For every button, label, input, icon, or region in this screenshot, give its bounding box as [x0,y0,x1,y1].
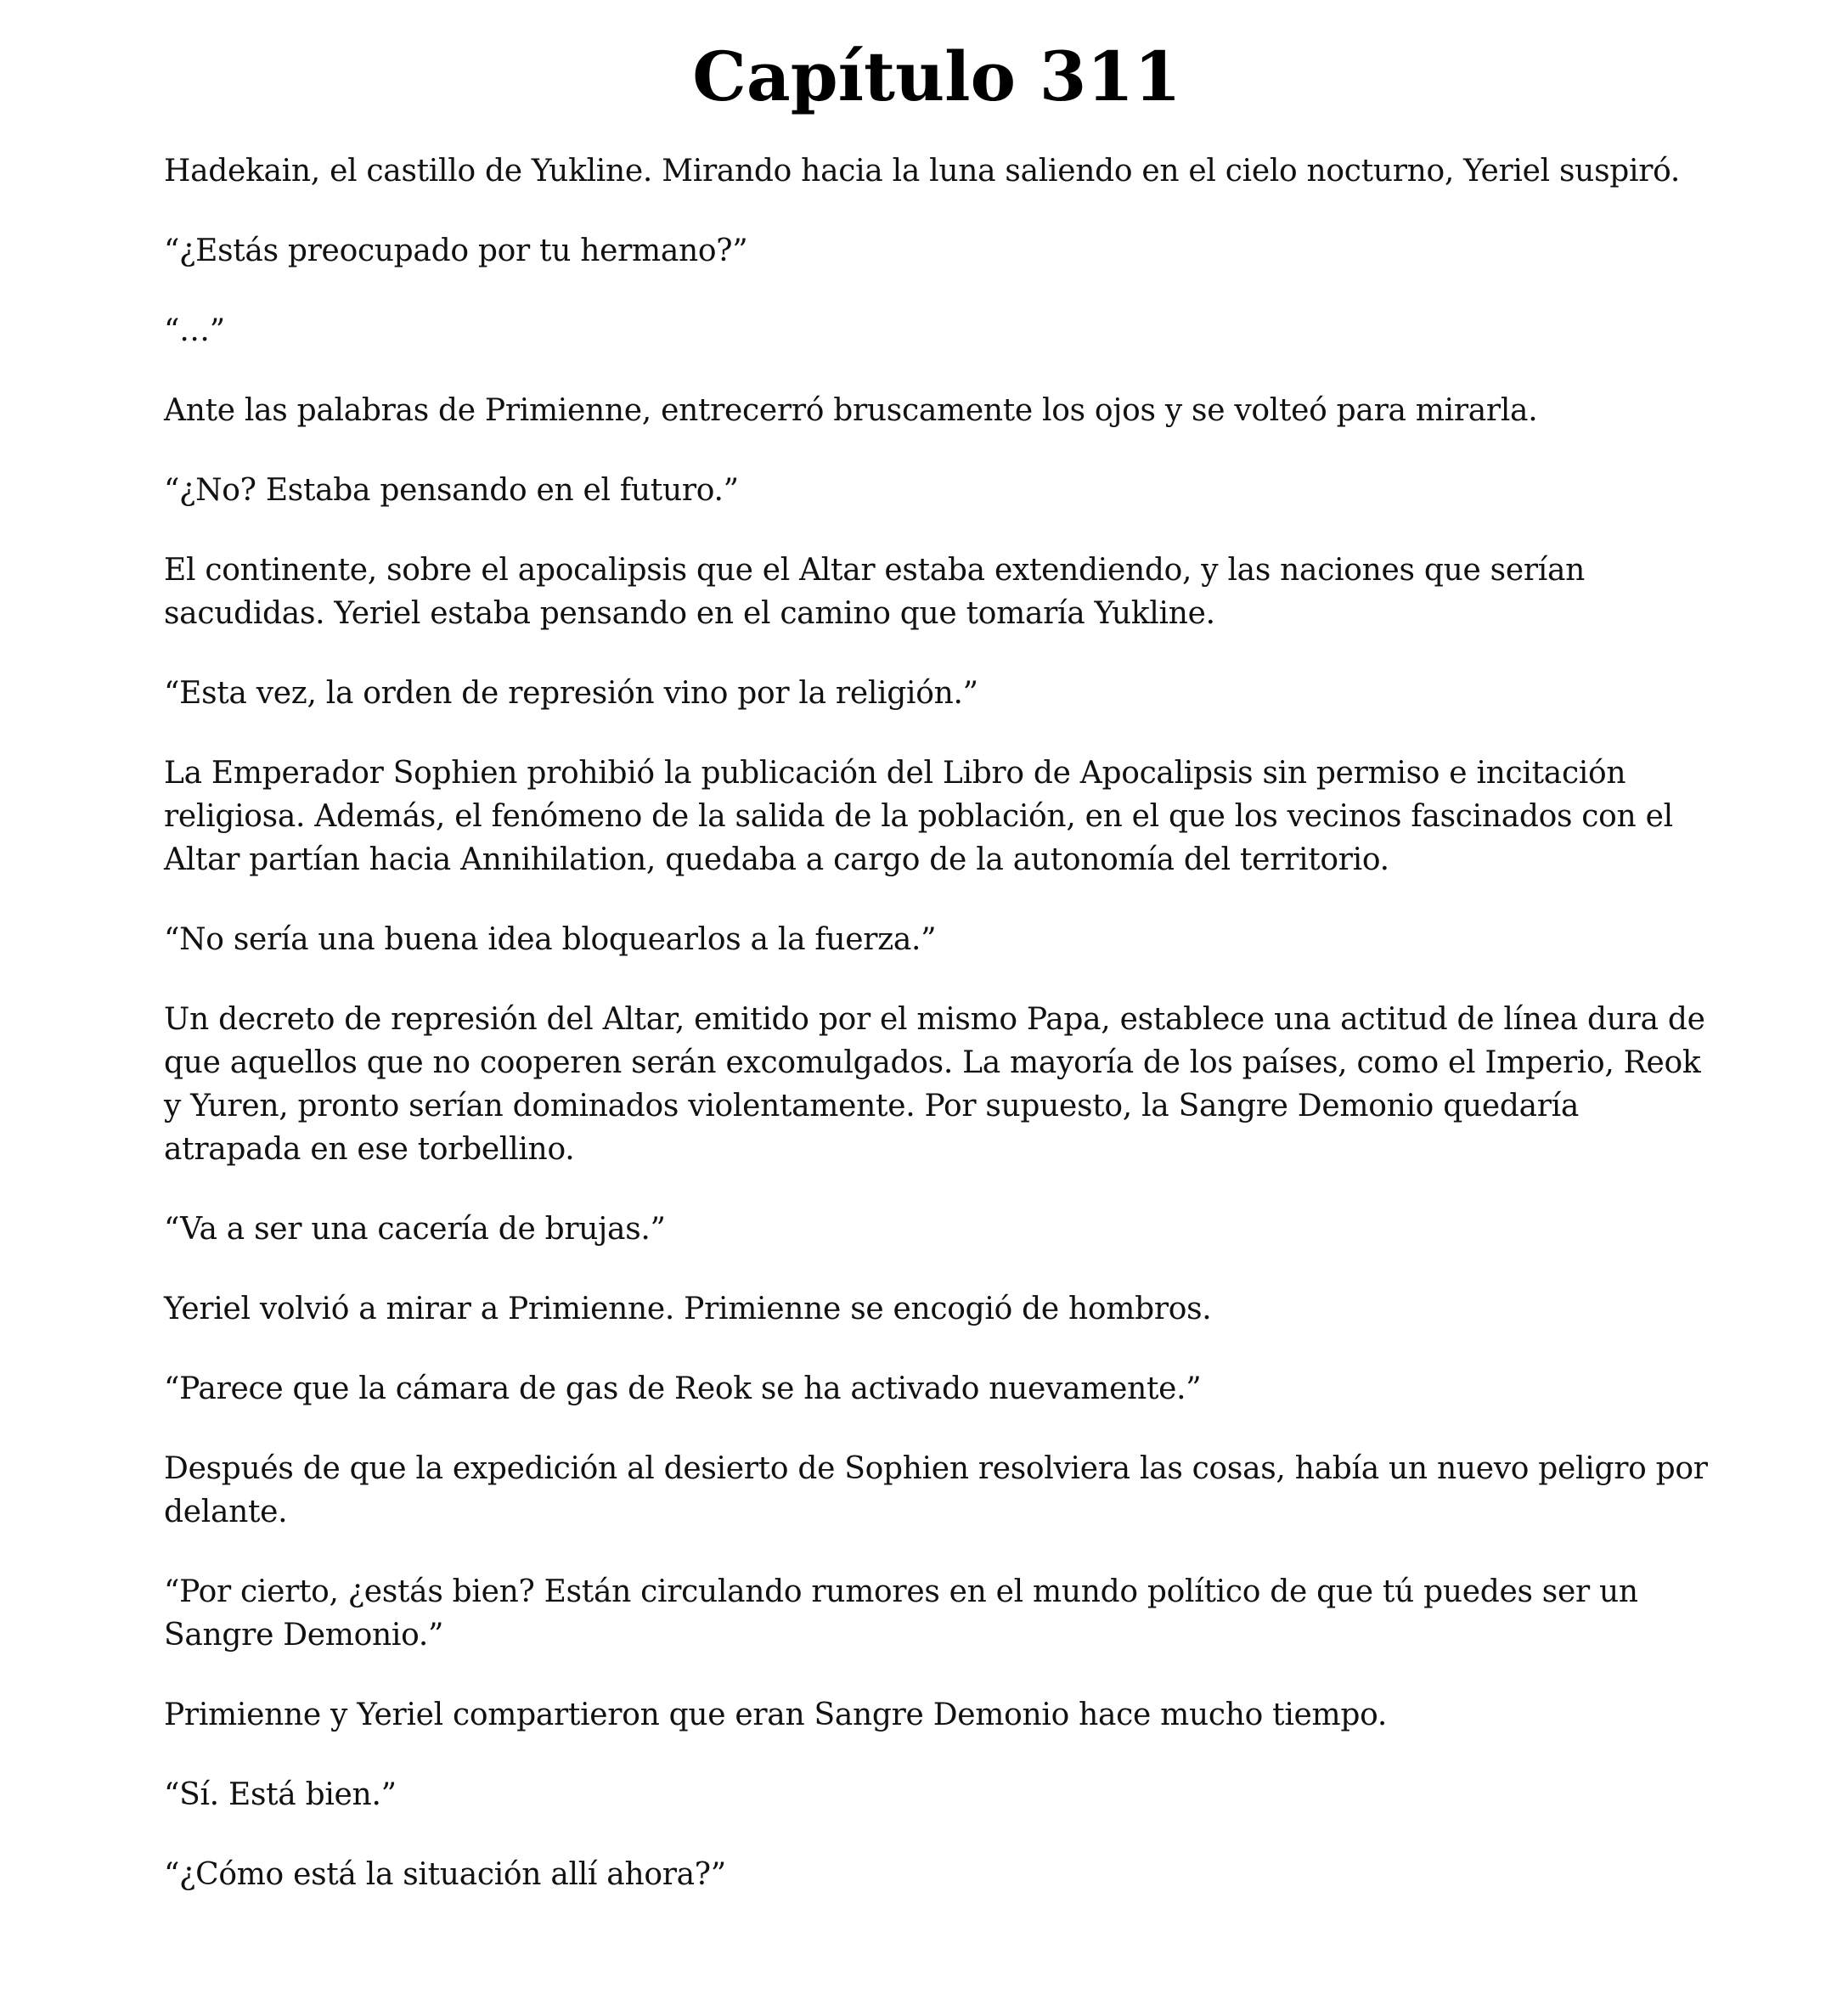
paragraph: Hadekain, el castillo de Yukline. Mirando hacia la luna saliendo en el cielo nocturno, Yeriel suspiró. [164,154,1680,189]
chapter-title: Capítulo 311 [692,37,1181,116]
paragraph: “¿Cómo está la situación allí ahora?” [164,1857,726,1892]
paragraph: Yeriel volvió a mirar a Primienne. Primienne se encogió de hombros. [164,1292,1212,1326]
paragraph: Ante las palabras de Primienne, entrecerró bruscamente los ojos y se volteó para mirarla. [164,393,1538,428]
paragraph: “Parece que la cámara de gas de Reok se ha activado nuevamente.” [164,1371,1202,1406]
paragraph: “Por cierto, ¿estás bien? Están circulando rumores en el mundo político de que tú puedes ser un Sangre Demonio.” [164,1574,1638,1653]
paragraph: “¿Estás preocupado por tu hermano?” [164,234,748,268]
chapter-body [164,149,1710,1896]
document-page [164,34,1710,1933]
paragraph: “¿No? Estaba pensando en el futuro.” [164,473,739,508]
paragraph: “Esta vez, la orden de represión vino por la religión.” [164,676,978,711]
paragraph: “No sería una buena idea bloquearlos a la fuerza.” [164,922,937,957]
paragraph: Un decreto de represión del Altar, emitido por el mismo Papa, establece una actitud de línea dura de que aquellos que no cooperen serán excomulgados. La mayoría de los países, como el Imperio, Reok y Yuren, pronto serían dominados violentamente. Por supuesto, la Sangre Demonio quedaría atrapada en ese torbellino. [164,1002,1705,1167]
paragraph: Primienne y Yeriel compartieron que eran Sangre Demonio hace mucho tiempo. [164,1698,1388,1732]
paragraph: Después de que la expedición al desierto de Sophien resolviera las cosas, había un nuevo peligro por delante. [164,1451,1708,1529]
paragraph: “Va a ser una cacería de brujas.” [164,1212,666,1247]
paragraph: “…” [164,313,225,348]
paragraph: La Emperador Sophien prohibió la publicación del Libro de Apocalipsis sin permiso e incitación religiosa. Además, el fenómeno de la salida de la población, en el que los vecinos fascinados con el Altar partían hacia Annihilation, quedaba a cargo de la autonomía del territorio. [164,756,1673,877]
paragraph: El continente, sobre el apocalipsis que el Altar estaba extendiendo, y las naciones que serían sacudidas. Yeriel estaba pensando en el camino que tomaría Yukline. [164,553,1585,631]
paragraph: “Sí. Está bien.” [164,1777,397,1812]
